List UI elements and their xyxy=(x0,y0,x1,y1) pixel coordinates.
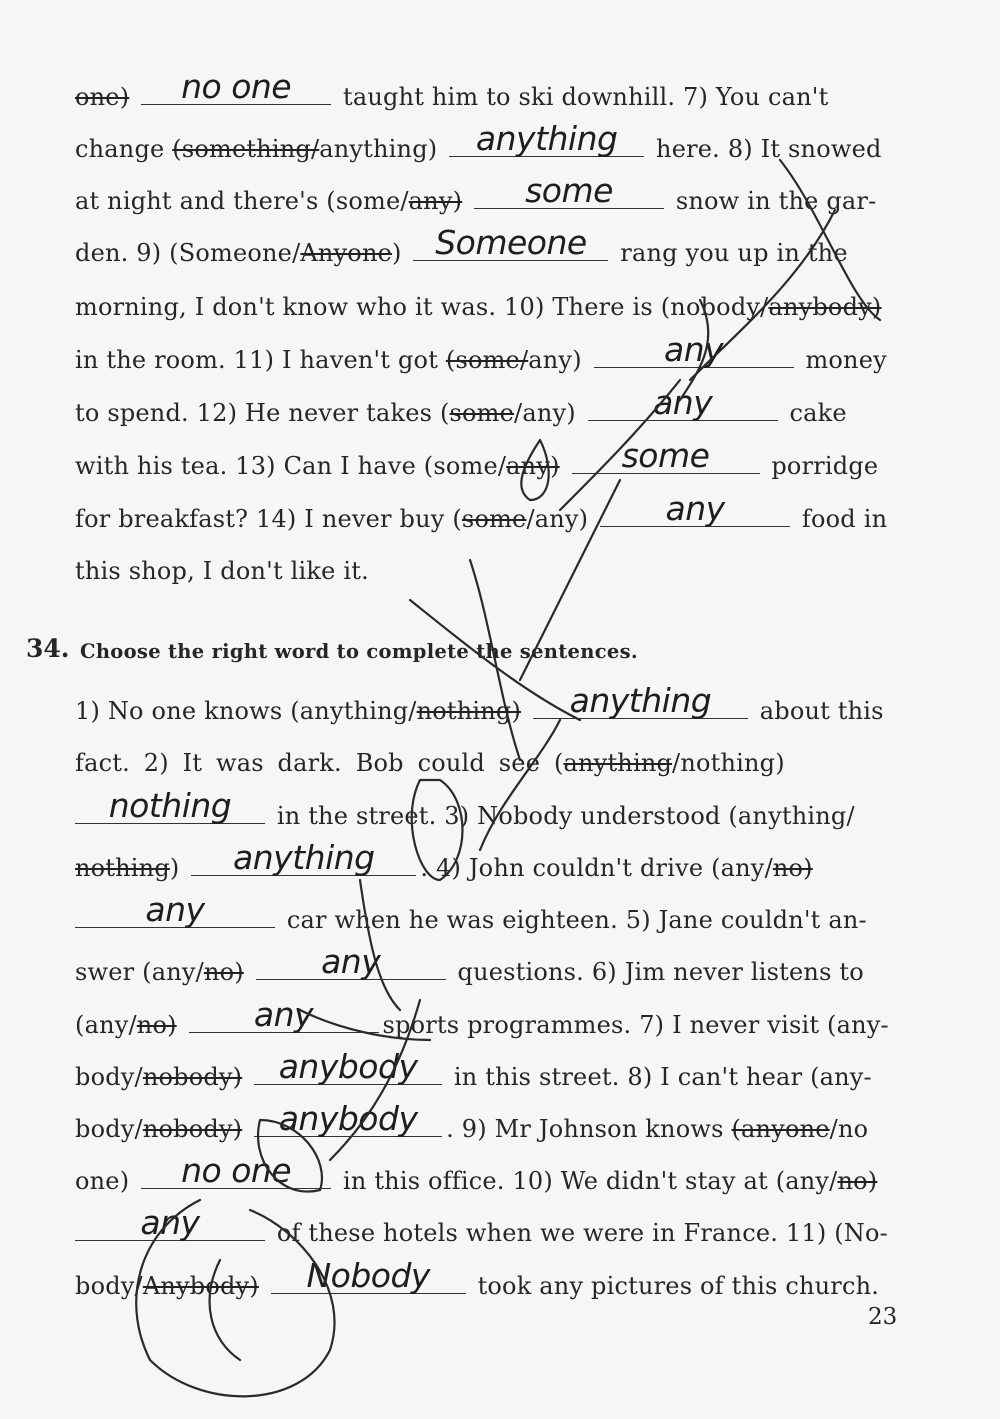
sentence-text: /any) xyxy=(514,399,576,427)
answer-blank[interactable] xyxy=(449,119,644,158)
handwritten-answer: any xyxy=(253,995,314,1034)
ex33-line-5 xyxy=(75,292,905,322)
struck-option: Anybody) xyxy=(142,1272,259,1300)
ex33-line-10 xyxy=(75,556,905,586)
answer-blank[interactable] xyxy=(254,1099,442,1138)
ex33-line-1 xyxy=(75,67,905,112)
struck-option: nobody) xyxy=(142,1115,243,1143)
ex33-line-7 xyxy=(75,383,905,428)
struck-option: one) xyxy=(75,83,130,111)
sentence-text: ) xyxy=(392,239,402,267)
sentence-text: rang you up in the xyxy=(620,239,848,267)
exercise-number: 34. xyxy=(26,634,70,663)
ex34-line-4 xyxy=(75,838,905,883)
answer-blank[interactable] xyxy=(474,171,664,210)
answer-blank[interactable] xyxy=(75,890,275,929)
struck-option: some xyxy=(449,399,515,427)
sentence-text: /any) xyxy=(526,505,589,533)
handwritten-answer: some xyxy=(525,171,613,210)
sentence-text: ) xyxy=(169,854,180,882)
ex33-line-8 xyxy=(75,436,905,481)
answer-blank[interactable] xyxy=(256,942,446,981)
sentence-text: with his tea. 13) Can I have (some/ xyxy=(75,452,507,480)
struck-option: some xyxy=(461,505,527,533)
sentence-text: sports programmes. 7) I never visit (any- xyxy=(382,1011,889,1039)
answer-blank[interactable] xyxy=(600,489,790,528)
handwritten-answer: anything xyxy=(475,119,618,158)
sentence-text: porridge xyxy=(771,452,879,480)
ex34-line-10 xyxy=(75,1151,905,1196)
handwritten-answer: any xyxy=(140,1203,200,1242)
struck-option: no) xyxy=(772,854,813,882)
page-number: 23 xyxy=(868,1304,898,1330)
answer-blank[interactable] xyxy=(141,67,331,106)
sentence-text: questions. 6) Jim never listens to xyxy=(457,958,864,986)
sentence-text: /nothing) xyxy=(672,749,785,777)
struck-option: no) xyxy=(837,1167,878,1195)
ex34-line-8 xyxy=(75,1047,905,1092)
sentence-text: to spend. 12) He never takes ( xyxy=(75,399,450,427)
sentence-text: any) xyxy=(528,346,582,374)
sentence-text: this shop, I don't like it. xyxy=(75,557,369,585)
struck-option: no) xyxy=(203,958,244,986)
sentence-text: swer (any/ xyxy=(75,958,204,986)
sentence-text: anything) xyxy=(319,135,438,163)
ex34-line-2 xyxy=(75,748,905,778)
struck-option: nothing) xyxy=(416,697,522,725)
ex34-line-12 xyxy=(75,1256,905,1301)
handwritten-answer: Someone xyxy=(435,223,587,262)
ex34-line-6 xyxy=(75,942,905,987)
handwritten-answer: any xyxy=(665,489,725,528)
answer-blank[interactable] xyxy=(271,1256,466,1295)
sentence-text: change xyxy=(75,135,173,163)
sentence-text: . 4) John couldn't drive (any/ xyxy=(420,854,773,882)
handwritten-answer: anybody xyxy=(278,1047,418,1086)
struck-option: no) xyxy=(136,1011,177,1039)
sentence-text: about this xyxy=(759,697,884,725)
handwritten-answer: nothing xyxy=(108,786,232,825)
handwritten-answer: any xyxy=(145,890,205,929)
sentence-text: morning, I don't know who it was. 10) There is (nobody/ xyxy=(75,293,769,321)
ex34-line-11 xyxy=(75,1203,905,1248)
sentence-text: money xyxy=(805,346,887,374)
ex33-line-9 xyxy=(75,489,905,534)
sentence-text: in this street. 8) I can't hear (any- xyxy=(453,1063,872,1091)
sentence-text: cake xyxy=(789,399,847,427)
answer-blank[interactable] xyxy=(594,330,794,369)
answer-blank[interactable] xyxy=(588,383,778,422)
ex34-line-5 xyxy=(75,890,905,935)
sentence-text: taught him to ski downhill. 7) You can't xyxy=(342,83,829,111)
struck-option: anybody) xyxy=(768,293,882,321)
ex33-line-4 xyxy=(75,223,905,268)
ex34-line-9 xyxy=(75,1099,905,1144)
ex33-line-2 xyxy=(75,119,905,164)
sentence-text: den. 9) (Someone/ xyxy=(75,239,301,267)
answer-blank[interactable] xyxy=(533,681,748,720)
sentence-text: in the room. 11) I haven't got xyxy=(75,346,446,374)
struck-option: anything xyxy=(563,749,673,777)
ex33-line-6 xyxy=(75,330,905,375)
struck-option: any) xyxy=(408,187,463,215)
sentence-text: /no xyxy=(829,1115,869,1143)
handwritten-answer: any xyxy=(653,383,713,422)
struck-option: (anyone xyxy=(731,1115,830,1143)
answer-blank[interactable] xyxy=(572,436,760,475)
answer-blank[interactable] xyxy=(254,1047,442,1086)
sentence-text: . 9) Mr Johnson knows xyxy=(446,1115,732,1143)
sentence-text: here. 8) It snowed xyxy=(656,135,882,163)
sentence-text: food in xyxy=(801,505,888,533)
sentence-text: (any/ xyxy=(75,1011,137,1039)
answer-blank[interactable] xyxy=(189,995,379,1034)
struck-option: (some/ xyxy=(445,346,529,374)
sentence-text: body/ xyxy=(75,1063,143,1091)
answer-blank[interactable] xyxy=(141,1151,331,1190)
handwritten-answer: no one xyxy=(181,67,292,106)
answer-blank[interactable] xyxy=(413,223,608,262)
sentence-text: in the street. 3) Nobody understood (anything/ xyxy=(276,802,855,830)
exercise-heading: Choose the right word to complete the sentences. xyxy=(80,640,638,663)
ex34-line-7 xyxy=(75,995,905,1040)
answer-blank[interactable] xyxy=(75,1203,265,1242)
sentence-text: for breakfast? 14) I never buy ( xyxy=(75,505,462,533)
struck-option: Anyone xyxy=(300,239,393,267)
sentence-text: took any pictures of this church. xyxy=(477,1272,880,1300)
sentence-text: body/ xyxy=(75,1272,143,1300)
handwritten-answer: anything xyxy=(233,838,375,877)
handwritten-answer: any xyxy=(321,942,381,981)
handwritten-answer: anything xyxy=(569,681,712,720)
handwritten-answer: Nobody xyxy=(306,1256,430,1295)
sentence-text: car when he was eighteen. 5) Jane couldn't an- xyxy=(286,906,867,934)
struck-option: any) xyxy=(506,452,560,480)
ex33-line-3 xyxy=(75,171,905,216)
handwritten-answer: any xyxy=(664,330,724,369)
sentence-text: in this office. 10) We didn't stay at (any/ xyxy=(342,1167,838,1195)
sentence-text: body/ xyxy=(75,1115,143,1143)
sentence-text: one) xyxy=(75,1167,130,1195)
answer-blank[interactable] xyxy=(75,786,265,825)
sentence-text: snow in the gar- xyxy=(675,187,877,215)
struck-option: (something/ xyxy=(172,135,320,163)
sentence-text: at night and there's (some/ xyxy=(75,187,409,215)
struck-option: nothing xyxy=(75,854,170,882)
handwritten-answer: anybody xyxy=(278,1099,418,1138)
sentence-text: fact. 2) It was dark. Bob could see ( xyxy=(75,749,564,777)
sentence-text: 1) No one knows (anything/ xyxy=(75,697,417,725)
struck-option: nobody) xyxy=(142,1063,243,1091)
sentence-text: of these hotels when we were in France. 11) (No- xyxy=(276,1219,888,1247)
handwritten-answer: no one xyxy=(181,1151,292,1190)
answer-blank[interactable] xyxy=(191,838,416,877)
ex34-line-1 xyxy=(75,681,905,726)
handwritten-answer: some xyxy=(621,436,710,475)
ex34-line-3 xyxy=(75,786,905,831)
